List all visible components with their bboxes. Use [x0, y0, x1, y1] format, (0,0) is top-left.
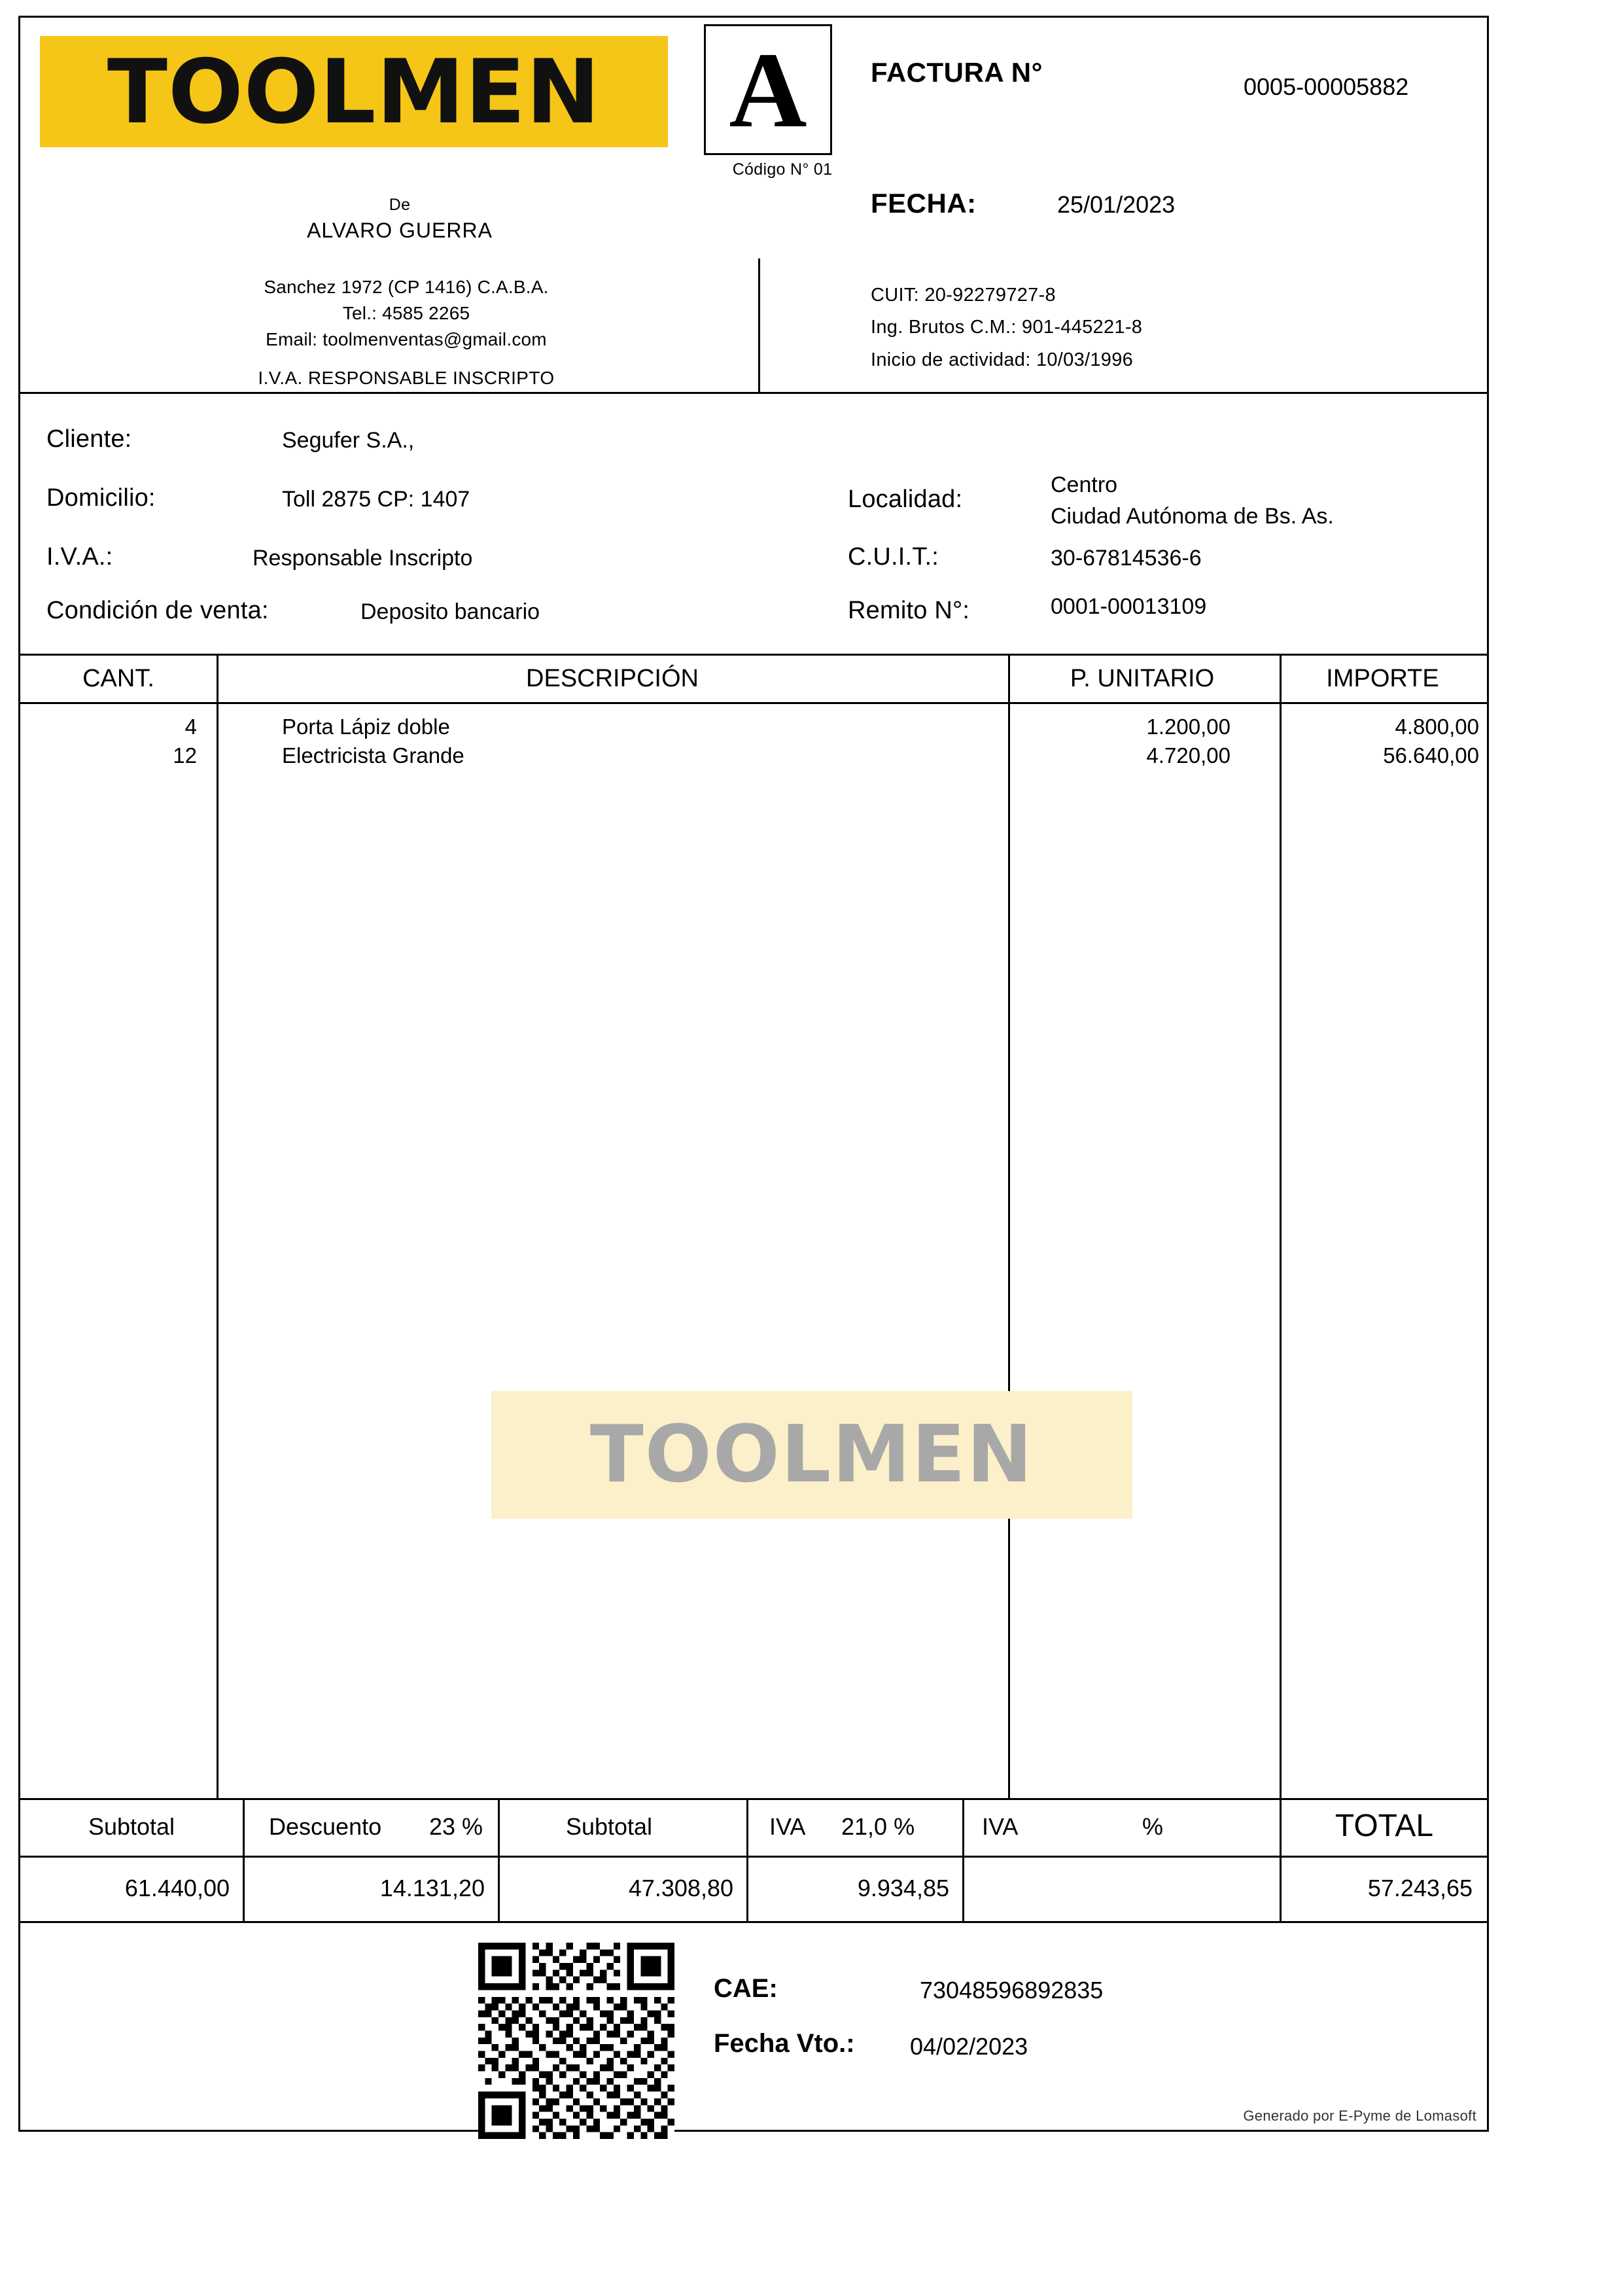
descuento-percent: 23 % — [429, 1813, 483, 1840]
subtotal-label: Subtotal — [88, 1813, 175, 1840]
totals-body-divider-4 — [962, 1858, 964, 1923]
fecha-vto-value: 04/02/2023 — [910, 2033, 1028, 2060]
table-row — [20, 715, 1487, 743]
cliente-value: Segufer S.A., — [282, 428, 415, 453]
totals-header-row — [20, 1800, 1487, 1858]
localidad-value-line2: Ciudad Autónoma de Bs. As. — [1051, 504, 1334, 529]
subtotal-value: 61.440,00 — [124, 1875, 230, 1901]
invoice-letter-box — [704, 24, 832, 155]
totals-divider-5 — [1280, 1800, 1282, 1858]
totals-body-divider-1 — [243, 1858, 245, 1923]
totals-divider-1 — [243, 1800, 245, 1858]
subtotal2-label: Subtotal — [565, 1813, 653, 1840]
localidad-label: Localidad: — [848, 486, 963, 513]
issuer-address-line1: Sanchez 1972 (CP 1416) C.A.B.A. — [264, 277, 549, 297]
row-unit-price: 4.720,00 — [1146, 743, 1230, 768]
localidad-value-line1: Centro — [1051, 472, 1118, 497]
invoice-footer — [20, 1923, 1487, 2132]
watermark-text: TOOLMEN — [589, 1409, 1034, 1500]
items-table-header — [20, 656, 1487, 704]
row-description: Electricista Grande — [282, 743, 464, 768]
header-divider — [758, 258, 760, 393]
domicilio-value: Toll 2875 CP: 1407 — [282, 487, 470, 512]
row-quantity: 12 — [173, 743, 197, 768]
qr-code — [478, 1943, 674, 2139]
iva2-percent: % — [1142, 1813, 1164, 1840]
issuer-address — [118, 274, 694, 352]
row-amount: 56.640,00 — [1383, 743, 1479, 768]
row-quantity: 4 — [184, 715, 197, 739]
remito-value: 0001-00013109 — [1051, 594, 1207, 619]
company-logo-text: TOOLMEN — [107, 40, 601, 143]
issuer-block — [145, 194, 655, 245]
items-col-divider-1 — [217, 656, 218, 704]
iva-value: Responsable Inscripto — [253, 546, 473, 571]
descuento-value: 14.131,20 — [379, 1875, 485, 1901]
totals-divider-3 — [746, 1800, 748, 1858]
totals-divider-2 — [498, 1800, 500, 1858]
condicion-venta-label: Condición de venta: — [46, 597, 269, 624]
row-description: Porta Lápiz doble — [282, 715, 450, 739]
items-table-body — [20, 704, 1487, 1800]
row-amount: 4.800,00 — [1395, 715, 1479, 739]
iva-label: I.V.A.: — [46, 543, 113, 571]
factura-label: FACTURA N° — [871, 57, 1043, 88]
cae-label: CAE: — [714, 1974, 778, 2003]
issuer-iva-condition: I.V.A. RESPONSABLE INSCRIPTO — [258, 368, 555, 388]
issuer-fiscal-data — [871, 279, 1142, 376]
issuer-ingresos-brutos: Ing. Brutos C.M.: 901-445221-8 — [871, 317, 1143, 338]
iva1-value: 9.934,85 — [857, 1875, 949, 1901]
table-row — [20, 743, 1487, 772]
items-body-divider-3 — [1280, 704, 1282, 1800]
totals-body-divider-3 — [746, 1858, 748, 1923]
row-unit-price: 1.200,00 — [1146, 715, 1230, 739]
domicilio-label: Domicilio: — [46, 484, 156, 512]
factura-number: 0005-00005882 — [1244, 73, 1409, 100]
issuer-cuit: CUIT: 20-92279727-8 — [871, 285, 1056, 306]
items-col-divider-3 — [1280, 656, 1282, 704]
column-header-precio-unitario: P. UNITARIO — [1070, 665, 1215, 692]
items-col-divider-2 — [1008, 656, 1010, 704]
fecha-vto-label: Fecha Vto.: — [714, 2029, 855, 2058]
invoice-letter: A — [729, 29, 807, 150]
issuer-name: ALVARO GUERRA — [307, 218, 493, 242]
generated-by-note: Generado por E-Pyme de Lomasoft — [1243, 2108, 1476, 2124]
column-header-cant: CANT. — [82, 665, 154, 692]
totals-divider-4 — [962, 1800, 964, 1858]
descuento-label: Descuento — [269, 1813, 382, 1840]
totals-body-divider-5 — [1280, 1858, 1282, 1923]
cuit-value: 30-67814536-6 — [1051, 546, 1202, 571]
cliente-label: Cliente: — [46, 425, 132, 453]
watermark — [491, 1391, 1132, 1519]
issuer-inicio-actividad: Inicio de actividad: 10/03/1996 — [871, 349, 1134, 370]
totals-value-row — [20, 1858, 1487, 1923]
client-section — [20, 394, 1487, 656]
column-header-importe: IMPORTE — [1326, 665, 1439, 692]
items-body-divider-1 — [217, 704, 218, 1800]
cae-value: 73048596892835 — [920, 1977, 1104, 2004]
column-header-descripcion: DESCRIPCIÓN — [526, 665, 699, 692]
invoice-header — [20, 18, 1487, 394]
totals-body-divider-2 — [498, 1858, 500, 1923]
fecha-label: FECHA: — [871, 188, 977, 219]
iva1-label: IVA — [769, 1813, 806, 1840]
cuit-label: C.U.I.T.: — [848, 543, 939, 571]
issuer-de-label: De — [389, 196, 411, 214]
subtotal2-value: 47.308,80 — [628, 1875, 733, 1901]
iva2-label: IVA — [982, 1813, 1019, 1840]
issuer-address-line2: Tel.: 4585 2265 — [342, 302, 470, 323]
items-body-divider-2 — [1008, 704, 1010, 1800]
iva1-percent: 21,0 % — [841, 1813, 915, 1840]
fecha-value: 25/01/2023 — [1057, 191, 1176, 218]
invoice-document — [18, 16, 1489, 2132]
condicion-venta-value: Deposito bancario — [360, 599, 540, 624]
total-value: 57.243,65 — [1367, 1875, 1473, 1901]
total-label: TOTAL — [1335, 1809, 1434, 1843]
invoice-codigo-label: Código N° 01 — [732, 160, 833, 179]
company-logo — [40, 36, 668, 147]
issuer-address-line3: Email: toolmenventas@gmail.com — [266, 328, 547, 349]
remito-label: Remito N°: — [848, 597, 970, 624]
